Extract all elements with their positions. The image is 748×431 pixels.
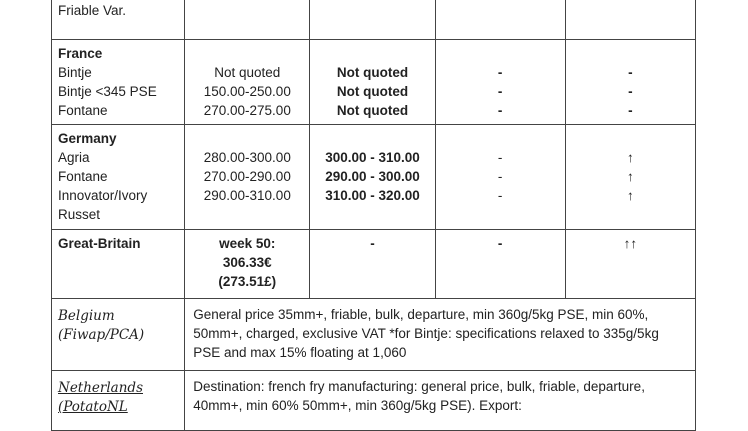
top-col4 bbox=[435, 0, 565, 40]
variety-bintje: Bintje bbox=[58, 65, 92, 80]
top-col3 bbox=[310, 0, 435, 40]
netherlands-source: (PotatoNL bbox=[58, 399, 128, 415]
gb-col2-1: week 50: bbox=[219, 236, 276, 251]
netherlands-label: Netherlands bbox=[58, 380, 143, 396]
germany-col2-3: 290.00-310.00 bbox=[203, 188, 291, 203]
country-great-britain: Great-Britain bbox=[58, 236, 141, 251]
france-col4-2: - bbox=[497, 84, 503, 99]
germany-col2 bbox=[185, 125, 310, 230]
france-col2-2: 150.00-250.00 bbox=[203, 84, 291, 99]
table-row-belgium-note bbox=[52, 299, 696, 371]
germany-col5 bbox=[565, 125, 695, 230]
table-row-top bbox=[52, 0, 696, 40]
belgium-note: General price 35mm+, friable, bulk, departure, min 360g/5kg PSE, min 60%, 50mm+, charged, exclusive VAT *for Bintje: specifications relaxed to 335g/5kg PSE and max 15% floating at 1,060 bbox=[185, 299, 696, 371]
germany-col5-2: ↑ bbox=[627, 169, 634, 184]
top-label-cell bbox=[52, 0, 185, 40]
germany-col2-1: 280.00-300.00 bbox=[203, 150, 291, 165]
gb-col5: ↑↑ bbox=[565, 230, 695, 299]
top-label-2: Friable Var. bbox=[58, 3, 127, 18]
france-col2-3: 270.00-275.00 bbox=[203, 103, 291, 118]
table-row-france bbox=[52, 40, 696, 125]
france-col5-1: - bbox=[628, 65, 633, 80]
variety-fontane: Fontane bbox=[58, 103, 108, 118]
gb-col3: - bbox=[310, 230, 435, 299]
variety-fontane-de: Fontane bbox=[58, 169, 108, 184]
germany-col3-1: 300.00 - 310.00 bbox=[325, 150, 420, 165]
france-col3 bbox=[310, 40, 435, 125]
table-row-great-britain bbox=[52, 230, 696, 299]
france-col5 bbox=[565, 40, 695, 125]
germany-col4-2: - bbox=[497, 169, 503, 184]
france-col4-1: - bbox=[497, 65, 503, 80]
table-row-netherlands-note bbox=[52, 371, 696, 431]
gb-label-cell bbox=[52, 230, 185, 299]
country-france: France bbox=[58, 46, 103, 61]
netherlands-label-cell bbox=[52, 371, 185, 431]
gb-col2-2: 306.33€ bbox=[222, 255, 272, 270]
variety-bintje-345: Bintje <345 PSE bbox=[58, 84, 157, 99]
gb-col2-3: (273.51£) bbox=[218, 274, 277, 289]
potato-price-table bbox=[51, 0, 696, 431]
germany-col3-2: 290.00 - 300.00 bbox=[325, 169, 420, 184]
france-col3-2: Not quoted bbox=[336, 84, 409, 99]
variety-russet: Russet bbox=[58, 207, 101, 222]
gb-col4: - bbox=[435, 230, 565, 299]
france-col4-3: - bbox=[497, 103, 503, 118]
gb-col2 bbox=[185, 230, 310, 299]
germany-label-cell bbox=[52, 125, 185, 230]
netherlands-note: Destination: french fry manufacturing: general price, bulk, friable, departure, 40mm+, min 60% 50mm+, min 360g/5kg PSE). Export: bbox=[185, 371, 696, 431]
top-col5 bbox=[565, 0, 695, 40]
germany-col4-1: - bbox=[497, 150, 503, 165]
france-col4 bbox=[435, 40, 565, 125]
country-germany: Germany bbox=[58, 131, 117, 146]
variety-agria: Agria bbox=[58, 150, 90, 165]
top-col2 bbox=[185, 0, 310, 40]
germany-col4 bbox=[435, 125, 565, 230]
france-col3-1: Not quoted bbox=[336, 65, 409, 80]
germany-col3-3: 310.00 - 320.00 bbox=[325, 188, 420, 203]
germany-col2-2: 270.00-290.00 bbox=[203, 169, 291, 184]
belgium-source: (Fiwap/PCA) bbox=[58, 327, 145, 343]
variety-innovator: Innovator/Ivory bbox=[58, 188, 148, 203]
germany-col5-3: ↑ bbox=[627, 188, 634, 203]
belgium-label: Belgium bbox=[58, 308, 115, 324]
germany-col4-3: - bbox=[497, 188, 503, 203]
germany-col3 bbox=[310, 125, 435, 230]
france-label-cell bbox=[52, 40, 185, 125]
france-col5-3: - bbox=[628, 103, 633, 118]
table-row-germany bbox=[52, 125, 696, 230]
belgium-label-cell bbox=[52, 299, 185, 371]
france-col3-3: Not quoted bbox=[336, 103, 409, 118]
france-col2 bbox=[185, 40, 310, 125]
france-col2-1: Not quoted bbox=[214, 65, 281, 80]
france-col5-2: - bbox=[628, 84, 633, 99]
germany-col5-1: ↑ bbox=[627, 150, 634, 165]
